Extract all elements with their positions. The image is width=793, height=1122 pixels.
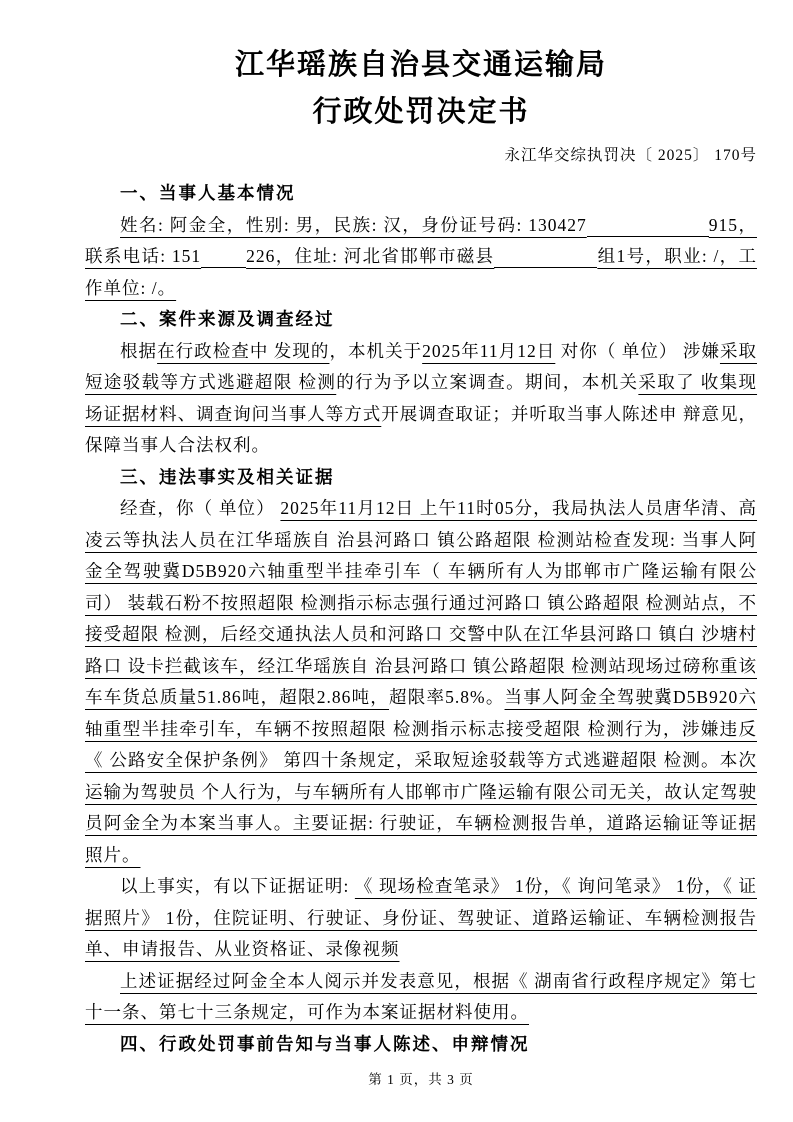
underlined-text-run: 采取了 收集现场证据材料、调查询问当事人等方式 [85, 372, 758, 424]
document-title-line2: 行政处罚决定书 [312, 96, 530, 128]
underlined-text-run: 2025年11月12日 [422, 340, 556, 361]
section-heading: 四、行政处罚事前告知与当事人陈述、申辩情况 [120, 1033, 530, 1054]
underlined-text-run: 当事人阿金全驾驶冀D5B920六轴重型半挂牵引车，车辆不按照超限 检测指示标志接受超限 检测行为，涉嫌违反《 公路安全保护条例》 第四十条规定，采取短途驳载等方式逃避超限 检测。本次运输为驾驶员 个人行为，与车辆所有人邯郸市广隆运输有限公司无关，故认定驾驶员阿金全为本案当事人。主要证据: 行驶证，车辆检测报告单，道路运输证等证据照片。 [85, 687, 758, 865]
text-run: 根据 [120, 340, 158, 361]
paragraph [85, 210, 757, 305]
underlined-text-run: 2025年11月12日 上午11时05分，我局执法人员唐华清、高凌云等执法人员在江华瑶族自 治县河路口 镇公路超限 检测站检查发现: 当事人阿金全驾驶冀D5B920六轴重型半挂牵引车（ 车辆所有人为邯郸市广隆运输有限公司） 装载石粉不按照超限 检测指示标志强行通过河路口 镇公路超限 检测站点，不接受超限 检测，后经交通执法人员和河路口 交警中队在江华县河路口 镇白 沙塘村路口 设卡拦截该车，经江华瑶族自 治县河路口 镇公路超限 检测站现场过磅称重该车车货总质量51.86吨，超限2.86吨， [85, 498, 758, 707]
underlined-text-run: 在行政检查中 发现的 [157, 340, 330, 361]
paragraph [85, 966, 757, 1029]
text-run: 以上事实，有以下证据证明: [120, 876, 355, 896]
underlined-text-run: 采取短途驳载等方式逃避超限 检测 [85, 340, 757, 392]
paragraph [85, 871, 757, 966]
section-heading: 三、违法事实及相关证据 [120, 466, 335, 487]
document-title-line1: 江华瑶族自治县交通运输局 [234, 49, 607, 81]
document-number: 永江华交综执罚决〔 2025〕 170号 [504, 147, 757, 164]
underlined-text-run: 《 现场检查笔录》 1份，《 询问笔录》 1份，《 证据照片》 1份，住院证明、行驶证、身份证、驾驶证、道路运输证、车辆检测报告单、申请报告、从业资格证、录像视频 [85, 876, 757, 959]
document-content [85, 42, 757, 1060]
redacted-blank [494, 267, 597, 268]
underlined-text-run: 226，住址: 河北省邯郸市磁县 [246, 246, 495, 266]
paragraph [85, 493, 757, 871]
underlined-text-run: 姓名: 阿金全，性别: 男，民族: 汉，身份证号码: 130427 [120, 214, 587, 235]
text-run: 经查，你（ 单位） [120, 498, 281, 518]
underlined-text-run: 上述证据经过阿金全本人阅示并发表意见，根据《 湖南省行政程序规定》第七十一条、第七十三条规定，可作为本案证据材料使用。 [85, 970, 757, 1022]
text-run: ，本机关于 [329, 340, 423, 361]
text-run: 开展调查取证；并听取当事人陈述申 辩意见，保障当事人合法权利。 [85, 403, 758, 455]
underlined-text-run: 915，联系电话: 151 [85, 214, 757, 266]
page-footer: 第 1 页，共 3 页 [368, 1072, 474, 1087]
section-heading: 二、案件来源及调查经过 [120, 309, 335, 329]
underlined-text-run: 组1号，职业: /，工作单位: /。 [85, 246, 757, 298]
section-heading: 一、当事人基本情况 [120, 183, 296, 203]
redacted-blank [201, 267, 246, 268]
redacted-blank [587, 236, 709, 237]
text-run: 超限率5.8%。 [389, 687, 505, 707]
document-body [85, 178, 757, 1060]
text-run: 对你（ 单位） 涉嫌 [555, 340, 720, 361]
text-run: 的行为予以立案调查。期间，本机关 [336, 372, 639, 392]
paragraph [85, 336, 757, 462]
